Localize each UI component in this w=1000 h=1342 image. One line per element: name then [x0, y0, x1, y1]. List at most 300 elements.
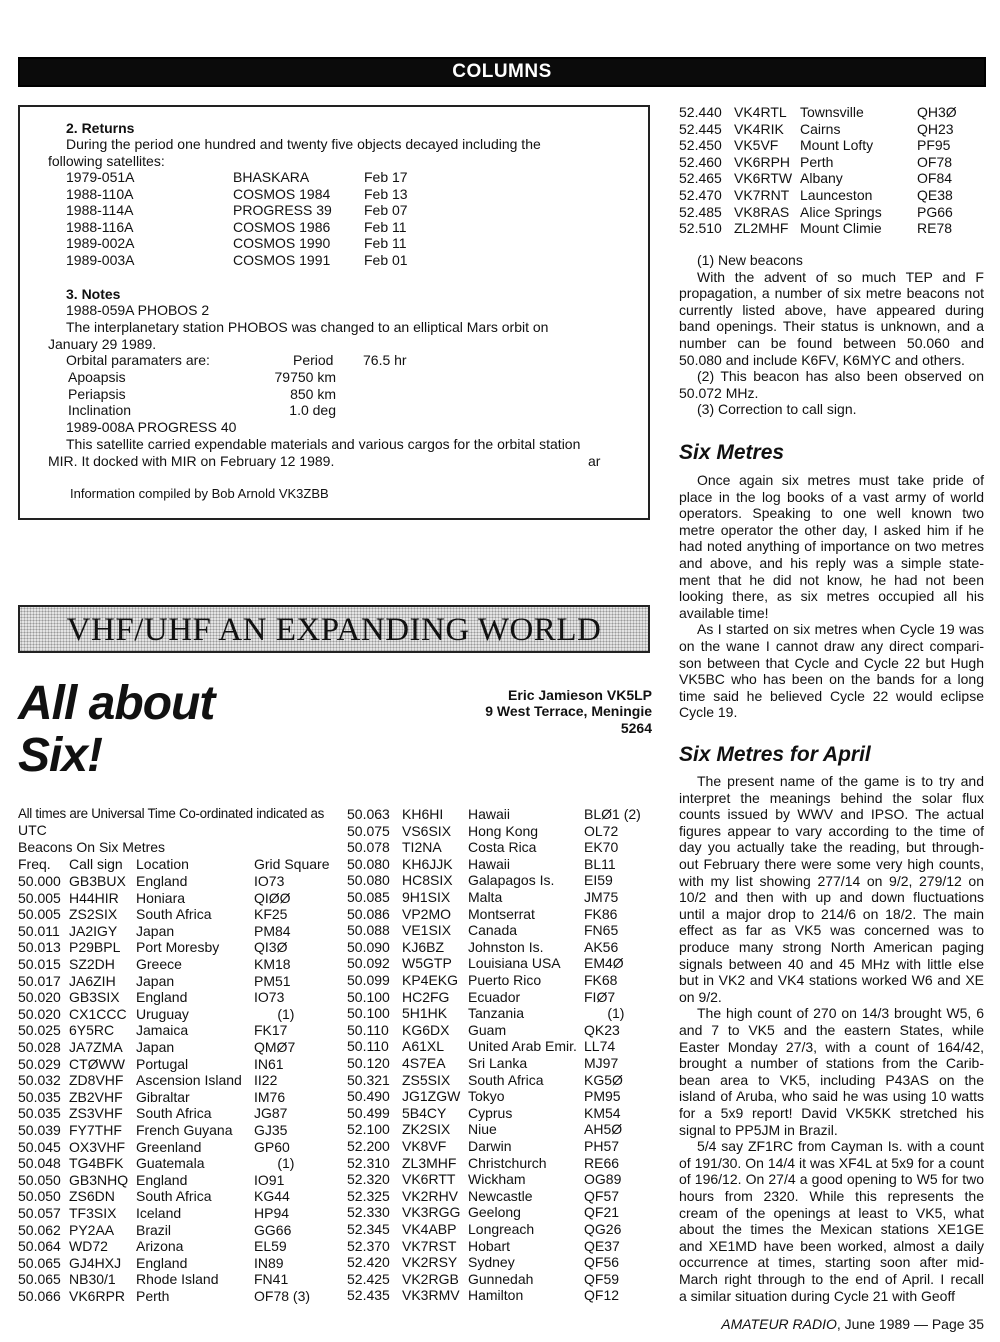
- beacon-call: VK2RGB: [402, 1270, 459, 1287]
- beacon-grid: BL11: [584, 855, 616, 872]
- param-label: Periapsis: [68, 385, 126, 402]
- beacon-grid: QI3Ø: [254, 939, 288, 956]
- paragraph-line: interpret the meanings behind the solar flux: [679, 789, 984, 806]
- beacon-freq: 50.050: [18, 1188, 61, 1205]
- beacon-location: Iceland: [136, 1205, 182, 1221]
- beacon-grid: QF59: [584, 1270, 620, 1287]
- beacon-freq: 50.092: [347, 955, 390, 972]
- beacon-grid: KM18: [254, 956, 291, 972]
- beacon-row: [347, 1171, 657, 1188]
- beacon-grid: OF78: [917, 153, 953, 170]
- beacon-call: VK5VF: [734, 137, 779, 154]
- decay-id: 1988-110A: [66, 185, 134, 202]
- paragraph-line: out February there were some very high counts,: [679, 856, 984, 872]
- beacon-row: [347, 1088, 657, 1105]
- beacon-grid: PH57: [584, 1138, 620, 1154]
- beacon-freq: 50.039: [18, 1122, 61, 1138]
- decay-name: COSMOS 1990: [233, 235, 331, 252]
- beacon-call: VK4RTL: [734, 104, 787, 120]
- beacon-location: Greece: [136, 956, 182, 972]
- vhf-uhf-banner: [18, 605, 650, 653]
- beacon-freq: 50.110: [347, 1038, 389, 1055]
- beacon-location: Honiara: [136, 889, 186, 906]
- beacon-row: [18, 906, 328, 923]
- beacon-location: Tanzania: [468, 1005, 525, 1022]
- beacon-freq: 50.025: [18, 1022, 61, 1039]
- beacon-row: [18, 973, 328, 990]
- beacon-call: H44HIR: [69, 889, 119, 906]
- paragraph-line: number can be found between 50.060 and: [679, 335, 984, 351]
- beacon-call: JA2IGY: [69, 922, 118, 939]
- beacon-freq: 50.035: [18, 1105, 61, 1122]
- beacon-freq: 50.011: [18, 922, 60, 939]
- decay-date: Feb 07: [364, 202, 408, 219]
- beacon-freq: 52.200: [347, 1138, 390, 1154]
- paragraph-line: and above, and his reply was a simple state-: [679, 555, 984, 571]
- beacon-row: [18, 989, 328, 1006]
- beacon-location: Ascension Island: [136, 1072, 242, 1089]
- param-label: Inclination: [68, 402, 132, 419]
- beacon-row: [347, 1038, 657, 1055]
- beacon-row: [679, 170, 989, 187]
- beacon-grid: (1): [584, 1005, 625, 1022]
- beacon-row: [347, 1188, 657, 1205]
- beacon-freq: 52.435: [347, 1287, 390, 1304]
- beacon-row: [347, 1271, 657, 1288]
- paragraph-line: counts issued by WWV and IPSO. The actual: [679, 806, 984, 823]
- beacon-grid: QG26: [584, 1221, 622, 1237]
- beacon-location: Japan: [136, 922, 175, 939]
- beacon-call: JG1ZGW: [402, 1088, 461, 1105]
- beacon-freq: 52.465: [679, 170, 722, 187]
- beacon-row: [347, 1287, 657, 1304]
- beacon-location: Alice Springs: [800, 203, 882, 220]
- decay-id: 1979-051A: [66, 169, 135, 185]
- beacon-row: [18, 1255, 328, 1272]
- beacon-freq: 50.100: [347, 988, 390, 1005]
- decay-name: PROGRESS 39: [233, 202, 332, 219]
- paragraph-line: and XE1MD have been worked, almost a daily: [679, 1237, 984, 1254]
- article-title-line1: All about: [18, 677, 215, 730]
- paragraph-line: on 9/2.: [679, 988, 722, 1005]
- beacon-grid: IN89: [254, 1254, 284, 1271]
- beacon-location: Gibraltar: [136, 1088, 190, 1105]
- beacon-location: Hong Kong: [468, 822, 539, 839]
- beacon-call: VK6RTT: [402, 1171, 456, 1188]
- beacon-freq: 50.099: [347, 972, 390, 988]
- beacon-freq: 50.085: [347, 889, 390, 905]
- beacon-freq: 50.086: [347, 905, 390, 922]
- paragraph-line: Once again six metres must take pride of: [697, 472, 984, 488]
- beacon-call: WD72: [69, 1238, 108, 1255]
- beacon-call: KJ6BZ: [402, 938, 445, 955]
- beacon-call: HC8SIX: [402, 872, 453, 889]
- beacon-location: Guatemala: [136, 1155, 205, 1172]
- beacon-freq: 52.420: [347, 1254, 390, 1271]
- beacon-freq: 52.325: [347, 1187, 390, 1204]
- beacon-grid: EM4Ø: [584, 955, 624, 972]
- beacon-call: KH6HI: [402, 806, 444, 822]
- decay-row: [66, 252, 626, 269]
- header-freq: Freq.: [18, 856, 51, 872]
- paragraph-line: operators. Speaking to one well known two: [679, 505, 984, 522]
- beacon-location: Longreach: [468, 1221, 535, 1237]
- decay-id: 1988-116A: [66, 218, 134, 235]
- beacon-row: [347, 939, 657, 956]
- beacon-row: [18, 939, 328, 956]
- paragraph-line: signals between 40 and 45 MHz with little else: [679, 955, 984, 972]
- beacon-grid: II22: [254, 1072, 278, 1089]
- beacon-location: Uruguay: [136, 1005, 189, 1022]
- paragraph-line: With the advent of so much TEP and F: [697, 268, 984, 285]
- beacon-location: Japan: [136, 972, 175, 989]
- beacon-row: [347, 1138, 657, 1155]
- beacon-freq: 50.032: [18, 1072, 61, 1089]
- beacon-grid: OF84: [917, 170, 953, 187]
- beacon-grid: IN61: [254, 1055, 284, 1072]
- beacon-row: [18, 1155, 328, 1172]
- beacon-call: GB3NHQ: [69, 1171, 129, 1188]
- decay-date: Feb 01: [364, 252, 408, 268]
- beacon-grid: QF56: [584, 1254, 620, 1271]
- beacon-row: [18, 1039, 328, 1056]
- beacon-row: [347, 1022, 657, 1039]
- beacon-grid: QF12: [584, 1287, 620, 1304]
- beacon-location: Launceston: [800, 187, 873, 203]
- beacon-freq: 50.029: [18, 1055, 61, 1072]
- paragraph-line: The high count of 270 on 14/3 brought W5, 6: [697, 1005, 984, 1022]
- beacon-grid: LL74: [584, 1038, 616, 1055]
- beacon-location: Perth: [800, 153, 834, 170]
- beacon-call: 5H1HK: [402, 1005, 448, 1022]
- beacon-call: ZB2VHF: [69, 1088, 123, 1105]
- beacon-grid: QE37: [584, 1237, 620, 1254]
- paragraph-line: (1) New beacons: [697, 252, 803, 268]
- beacon-location: Sydney: [468, 1254, 515, 1271]
- beacon-grid: OL72: [584, 822, 619, 839]
- credit-line: Information compiled by Bob Arnold VK3ZBB: [70, 486, 329, 501]
- paragraph-line: but in VK2 and VK4 stations worked W6 and XE: [679, 972, 984, 989]
- beacon-row: [347, 989, 657, 1006]
- paragraph-line: with my list showing 277/14 on 9/2, 279/12 on: [679, 872, 984, 889]
- beacon-grid: QIØØ: [254, 889, 291, 906]
- param-value: 79750 km: [274, 369, 336, 385]
- paragraph-line: of 196/12. On 27/4 a good opening to W5 for two: [679, 1171, 984, 1188]
- beacon-grid: EI59: [584, 872, 613, 889]
- paragraph-line: island of Aruba, who said he was using 10 watts: [679, 1088, 984, 1105]
- beacon-location: Perth: [136, 1288, 170, 1304]
- columns-header-title: COLUMNS: [452, 61, 552, 82]
- beacon-grid: KG44: [254, 1188, 290, 1205]
- beacon-row: [347, 806, 657, 823]
- beacon-call: VK3RMV: [402, 1287, 460, 1304]
- paragraph-line: metre operator the other day, I asked him if he: [679, 521, 984, 538]
- paragraph-line: day you actually take the reading, but through-: [679, 839, 984, 856]
- beacon-freq: 52.345: [347, 1221, 390, 1237]
- beacon-freq: 52.445: [679, 120, 722, 137]
- beacon-grid: IO73: [254, 873, 285, 889]
- beacon-freq: 50.075: [347, 822, 390, 839]
- beacon-row: [347, 1121, 657, 1138]
- beacon-row: [347, 1072, 657, 1089]
- beacon-location: Tokyo: [468, 1088, 505, 1105]
- beacon-grid: KF25: [254, 906, 288, 923]
- beacon-row: [679, 121, 989, 138]
- paragraph-line: VK5BC who has been on the bands for a long: [679, 671, 984, 688]
- beacon-row: [347, 856, 657, 873]
- beacon-call: HC2FG: [402, 988, 450, 1005]
- beacon-row: [18, 1188, 328, 1205]
- beacon-row: [679, 154, 989, 171]
- beacon-grid: RE78: [917, 220, 953, 237]
- beacon-row: [347, 906, 657, 923]
- beacon-grid: QF21: [584, 1204, 620, 1221]
- beacon-grid: GJ35: [254, 1122, 288, 1138]
- beacon-location: Cyprus: [468, 1104, 513, 1121]
- beacon-freq: 50.088: [347, 922, 390, 939]
- beacon-grid: PF95: [917, 137, 951, 154]
- decay-name: COSMOS 1984: [233, 185, 331, 202]
- beacon-grid: BLØ1 (2): [584, 806, 641, 822]
- beacon-freq: 50.080: [347, 855, 390, 872]
- beacon-row: [18, 923, 328, 940]
- footer-magazine: AMATEUR RADIO: [721, 1316, 837, 1332]
- beacon-freq: 50.020: [18, 989, 61, 1006]
- beacon-call: ZS2SIX: [69, 906, 118, 923]
- beacon-location: Gunnedah: [468, 1270, 534, 1287]
- beacon-location: Hawaii: [468, 855, 511, 872]
- beacon-freq: 50.020: [18, 1005, 61, 1022]
- decay-date: Feb 11: [364, 218, 407, 235]
- paragraph-line: until a major drop to 214/6 on 18/2. The main: [679, 905, 984, 922]
- beacon-call: NB30/1: [69, 1271, 116, 1288]
- param-value: 1.0 deg: [289, 402, 336, 419]
- beacon-freq: 50.013: [18, 939, 61, 956]
- footer-date-page: , June 1989 — Page 35: [836, 1316, 984, 1332]
- beacon-table-title: Beacons On Six Metres: [18, 839, 166, 855]
- beacon-row: [18, 873, 328, 890]
- beacon-location: Canada: [468, 922, 518, 939]
- beacon-location: Sri Lanka: [468, 1055, 528, 1071]
- beacon-location: England: [136, 1254, 188, 1271]
- beacon-freq: 50.080: [347, 872, 390, 889]
- beacon-grid: JM75: [584, 889, 619, 905]
- paragraph-line: Easter Monday 27/3, with a count of 164/42,: [679, 1038, 984, 1055]
- note1-id: 1988-059A PHOBOS 2: [66, 302, 210, 318]
- beacon-freq: 50.064: [18, 1238, 61, 1255]
- beacon-location: Niue: [468, 1121, 497, 1138]
- beacon-freq: 52.100: [347, 1121, 390, 1138]
- beacon-grid: FK86: [584, 905, 618, 922]
- beacon-row: [347, 872, 657, 889]
- beacon-freq: 50.100: [347, 1005, 390, 1022]
- beacon-call: 4S7EA: [402, 1055, 446, 1071]
- period-value: 76.5 hr: [363, 352, 407, 368]
- beacon-row: [18, 1222, 328, 1239]
- beacon-grid: PM84: [254, 922, 291, 939]
- beacon-location: Malta: [468, 889, 503, 905]
- author-postcode: 5264: [620, 720, 652, 736]
- beacon-grid: AK56: [584, 938, 619, 955]
- beacon-grid: (1): [254, 1005, 295, 1022]
- beacon-location: Mount Climie: [800, 220, 882, 237]
- beacon-location: Japan: [136, 1039, 175, 1055]
- beacon-location: Mount Lofty: [800, 137, 874, 154]
- beacon-row: [18, 1089, 328, 1106]
- beacon-grid: QE38: [917, 187, 953, 203]
- beacon-call: 9H1SIX: [402, 889, 451, 905]
- beacon-call: VK2RSY: [402, 1254, 458, 1271]
- beacon-grid: FN41: [254, 1271, 289, 1288]
- param-label: Apoapsis: [68, 369, 126, 385]
- returns-heading: 2. Returns: [66, 120, 135, 136]
- beacon-call: VS6SIX: [402, 822, 452, 839]
- note1-text-line2: January 29 1989.: [48, 336, 157, 352]
- beacon-call: ZS5SIX: [402, 1071, 451, 1088]
- beacon-freq: 52.510: [679, 220, 722, 237]
- six-metres-april-heading: Six Metres for April: [679, 743, 871, 766]
- paragraph-line: propagation, a number of six metre beacons not: [679, 285, 984, 302]
- article-title: [18, 678, 214, 782]
- paragraph-line: brought a number of stations from the Carib-: [679, 1055, 984, 1072]
- paragraph-line: ment that he did not know, he had not been: [679, 571, 984, 588]
- beacon-call: P29BPL: [69, 939, 121, 956]
- beacon-call: VK8RAS: [734, 203, 790, 220]
- paragraph-line: occurrence at times, starting soon after mid-: [679, 1254, 984, 1271]
- page-footer: [721, 1316, 984, 1332]
- beacon-location: Guam: [468, 1021, 507, 1038]
- columns-header-band: [18, 57, 986, 87]
- beacon-call: A61XL: [402, 1038, 445, 1055]
- decay-name: COSMOS 1986: [233, 218, 331, 235]
- beacon-freq: 50.490: [347, 1088, 390, 1105]
- note2-end-mark: ar: [588, 453, 601, 469]
- beacon-freq: 52.370: [347, 1237, 390, 1254]
- beacon-freq: 52.320: [347, 1171, 390, 1188]
- beacon-row: [18, 1238, 328, 1255]
- beacon-call: ZD8VHF: [69, 1072, 124, 1089]
- returns-intro-line2: following satellites:: [48, 153, 165, 169]
- beacon-location: Galapagos Is.: [468, 872, 555, 889]
- beacon-grid: FIØ7: [584, 988, 616, 1005]
- beacon-freq: 50.063: [347, 806, 390, 822]
- beacon-grid: OG89: [584, 1171, 622, 1188]
- header-grid: Grid Square: [254, 856, 330, 872]
- beacon-freq: 50.057: [18, 1205, 61, 1221]
- note2-text-line1: This satellite carried expendable materials and various cargos for the orbital station: [66, 436, 581, 452]
- beacon-location: Wickham: [468, 1171, 526, 1188]
- beacon-location: England: [136, 1171, 188, 1188]
- beacon-grid: QH3Ø: [917, 104, 957, 120]
- paragraph-line: produce many strong North American paging: [679, 939, 984, 955]
- beacon-row: [347, 1254, 657, 1271]
- paragraph-line: time said he believed Cycle 22 would eclipse: [679, 687, 984, 704]
- beacon-freq: 50.015: [18, 956, 61, 972]
- author-address: 9 West Terrace, Meningie: [485, 703, 652, 719]
- paragraph-line: figures appear to vary according to the time of: [679, 822, 984, 839]
- paragraph-line: place in the log books of a vast army of world: [679, 488, 984, 505]
- beacon-row: [347, 1055, 657, 1072]
- decay-date: Feb 11: [364, 235, 407, 252]
- beacon-call: 6Y5RC: [69, 1022, 115, 1039]
- beacon-grid: IO73: [254, 989, 285, 1006]
- paragraph-line: signal to PP5JM in Brazil.: [679, 1121, 838, 1138]
- note2-id: 1989-008A PROGRESS 40: [66, 419, 237, 435]
- beacon-freq: 50.028: [18, 1039, 61, 1055]
- beacon-grid: HP94: [254, 1205, 290, 1221]
- beacon-row: [18, 1172, 328, 1189]
- beacon-location: Greenland: [136, 1138, 202, 1155]
- paragraph-line: effect as far as VK5 was concerned was to: [679, 922, 984, 939]
- beacon-freq: 50.066: [18, 1288, 61, 1304]
- beacon-location: Townsville: [800, 104, 864, 120]
- beacon-location: Portugal: [136, 1055, 189, 1072]
- beacon-grid: FK68: [584, 972, 618, 988]
- beacon-call: ZS6DN: [69, 1188, 115, 1205]
- decay-date: Feb 17: [364, 169, 408, 185]
- beacon-location: England: [136, 989, 188, 1006]
- paragraph-line: 10/2 and then with up and down fluctuations: [679, 889, 984, 906]
- beacon-location: South Africa: [468, 1071, 544, 1088]
- beacon-location: Hamilton: [468, 1287, 524, 1304]
- beacon-freq: 50.062: [18, 1221, 61, 1238]
- beacon-grid: AH5Ø: [584, 1121, 623, 1138]
- beacon-call: PY2AA: [69, 1221, 115, 1238]
- beacon-location: Rhode Island: [136, 1271, 219, 1288]
- beacon-call: JA6ZIH: [69, 972, 116, 989]
- beacon-row: [347, 1105, 657, 1122]
- decay-row: [66, 169, 626, 186]
- beacon-call: VK2RHV: [402, 1187, 459, 1204]
- notes-heading: 3. Notes: [66, 286, 121, 302]
- beacon-location: Puerto Rico: [468, 972, 542, 988]
- beacon-freq: 52.330: [347, 1204, 390, 1221]
- note1-text-line1: The interplanetary station PHOBOS was changed to an elliptical Mars orbit on: [66, 319, 549, 335]
- beacon-location: Arizona: [136, 1238, 184, 1255]
- beacon-grid: EK70: [584, 839, 619, 856]
- paragraph-line: 50.072 MHz.: [679, 384, 759, 401]
- beacon-location: South Africa: [136, 1188, 212, 1205]
- beacon-grid: KM54: [584, 1104, 621, 1121]
- beacon-freq: 50.048: [18, 1155, 61, 1172]
- decay-name: BHASKARA: [233, 169, 310, 185]
- beacon-call: OX3VHF: [69, 1138, 126, 1155]
- beacon-call: CX1CCC: [69, 1005, 127, 1022]
- beacon-row: [18, 1072, 328, 1089]
- beacon-call: GB3SIX: [69, 989, 120, 1006]
- beacon-row: [347, 1221, 657, 1238]
- returns-intro-line1: During the period one hundred and twenty five objects decayed including the: [66, 136, 541, 152]
- paragraph-line: currently listed above, have appeared during: [679, 301, 984, 318]
- beacon-call: ZL2MHF: [734, 220, 789, 237]
- beacon-freq: 50.005: [18, 906, 61, 923]
- beacon-location: South Africa: [136, 1105, 212, 1122]
- decay-row: [66, 219, 626, 236]
- paragraph-line: hours from 2320. While this represents the: [679, 1188, 984, 1204]
- author-name: Eric Jamieson VK5LP: [508, 687, 652, 703]
- beacon-grid: OF78 (3): [254, 1288, 311, 1304]
- beacon-call: GJ4HXJ: [69, 1254, 122, 1271]
- beacon-location: England: [136, 873, 188, 889]
- param-value: 850 km: [290, 385, 336, 402]
- beacon-freq: 50.110: [347, 1021, 389, 1038]
- beacon-freq: 50.050: [18, 1171, 61, 1188]
- beacon-freq: 52.450: [679, 137, 722, 154]
- paragraph-line: a similar situation during Cycle 21 with Geoff: [679, 1287, 955, 1304]
- beacon-location: Montserrat: [468, 905, 535, 922]
- beacon-call: KP4EKG: [402, 972, 459, 988]
- beacon-row: [18, 1139, 328, 1156]
